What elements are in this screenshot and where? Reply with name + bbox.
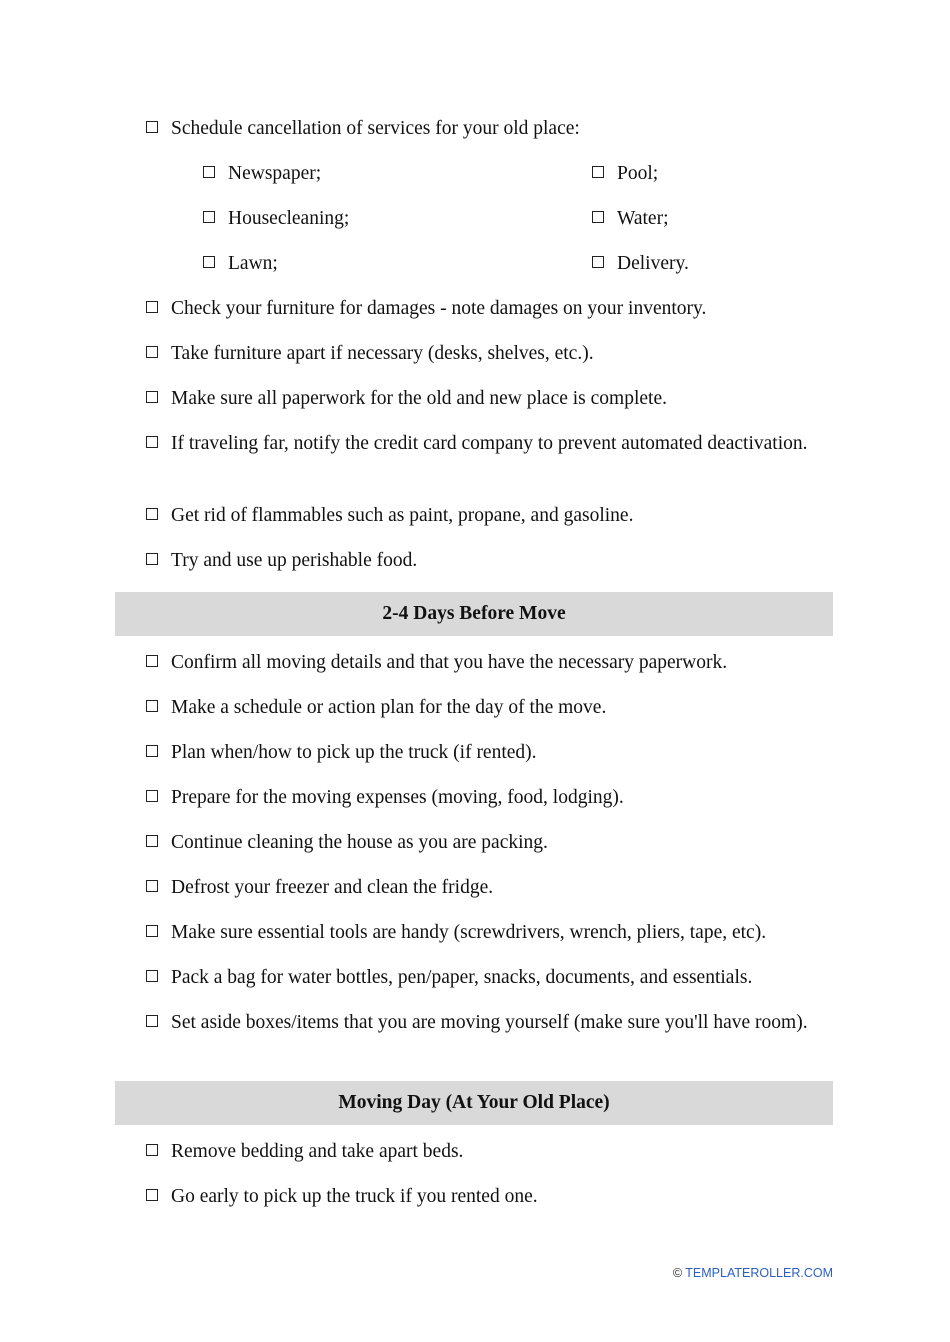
checklist-item: [146, 385, 834, 412]
checkbox[interactable]: [592, 211, 604, 223]
section-heading: 2-4 Days Before Move: [115, 592, 833, 636]
item-text: Remove bedding and take apart beds.: [171, 1141, 464, 1162]
checkbox[interactable]: [146, 655, 158, 667]
checkbox[interactable]: [592, 166, 604, 178]
checkbox[interactable]: [146, 1015, 158, 1027]
service-item: [592, 250, 689, 277]
checkbox[interactable]: [146, 508, 158, 520]
service-text: Pool;: [617, 163, 659, 184]
item-text: Confirm all moving details and that you have the necessary paperwork.: [171, 652, 728, 673]
checkbox[interactable]: [146, 745, 158, 757]
checkbox[interactable]: [592, 256, 604, 268]
checklist-item: [146, 115, 834, 142]
checklist-item: [146, 340, 834, 367]
item-text: Defrost your freezer and clean the fridge.: [171, 877, 494, 898]
item-text: Get rid of flammables such as paint, propane, and gasoline.: [171, 505, 634, 526]
checklist-item: [146, 295, 834, 322]
item-text: Take furniture apart if necessary (desks, shelves, etc.).: [171, 343, 594, 364]
service-item: [203, 250, 278, 277]
item-text: Plan when/how to pick up the truck (if rented).: [171, 742, 537, 763]
service-item: [203, 160, 321, 187]
item-text: If traveling far, notify the credit card company to prevent automated deactivation.: [171, 433, 808, 454]
checkbox[interactable]: [146, 970, 158, 982]
checklist-item: [146, 547, 834, 574]
checkbox[interactable]: [146, 880, 158, 892]
checkbox[interactable]: [203, 211, 215, 223]
item-text: Prepare for the moving expenses (moving, food, lodging).: [171, 787, 624, 808]
checklist-item: [146, 1138, 834, 1165]
checkbox[interactable]: [203, 256, 215, 268]
service-item: [592, 205, 668, 232]
service-text: Delivery.: [617, 253, 689, 274]
item-text: Make sure essential tools are handy (screwdrivers, wrench, pliers, tape, etc).: [171, 922, 767, 943]
item-text: Make a schedule or action plan for the day of the move.: [171, 697, 607, 718]
item-text: Try and use up perishable food.: [171, 550, 418, 571]
checkbox[interactable]: [146, 1189, 158, 1201]
checkbox[interactable]: [146, 835, 158, 847]
checklist-item: [146, 784, 834, 811]
service-item: [592, 160, 658, 187]
checkbox[interactable]: [146, 553, 158, 565]
section-heading: Moving Day (At Your Old Place): [115, 1081, 833, 1125]
checkbox[interactable]: [146, 301, 158, 313]
checkbox[interactable]: [146, 790, 158, 802]
checklist-item: [146, 874, 834, 901]
checklist-item: [146, 919, 834, 946]
checklist-item: [146, 1009, 834, 1036]
service-text: Water;: [617, 208, 669, 229]
service-text: Housecleaning;: [228, 208, 350, 229]
checkbox[interactable]: [203, 166, 215, 178]
item-text: Go early to pick up the truck if you rented one.: [171, 1186, 538, 1207]
checkbox[interactable]: [146, 121, 158, 133]
checklist-item: [146, 964, 834, 991]
checklist-item: [146, 739, 834, 766]
checkbox[interactable]: [146, 925, 158, 937]
item-text: Continue cleaning the house as you are packing.: [171, 832, 548, 853]
checkbox[interactable]: [146, 1144, 158, 1156]
service-text: Lawn;: [228, 253, 278, 274]
checklist-item: [146, 649, 834, 676]
checkbox[interactable]: [146, 436, 158, 448]
site-link[interactable]: TEMPLATEROLLER.COM: [685, 1266, 833, 1280]
checklist-item: [146, 502, 834, 529]
item-text: Schedule cancellation of services for your old place:: [171, 118, 580, 139]
copyright-symbol: ©: [672, 1266, 683, 1280]
checkbox[interactable]: [146, 391, 158, 403]
checklist-item: [146, 1183, 834, 1210]
item-text: Pack a bag for water bottles, pen/paper, snacks, documents, and essentials.: [171, 967, 753, 988]
service-item: [203, 205, 349, 232]
footer: [673, 1266, 833, 1280]
checklist-item: [146, 430, 834, 457]
item-text: Check your furniture for damages - note damages on your inventory.: [171, 298, 707, 319]
checklist-item: [146, 829, 834, 856]
checklist-item: [146, 694, 834, 721]
checkbox[interactable]: [146, 700, 158, 712]
service-text: Newspaper;: [228, 163, 322, 184]
item-text: Make sure all paperwork for the old and new place is complete.: [171, 388, 667, 409]
item-text: Set aside boxes/items that you are moving yourself (make sure you'll have room).: [171, 1012, 808, 1033]
checkbox[interactable]: [146, 346, 158, 358]
